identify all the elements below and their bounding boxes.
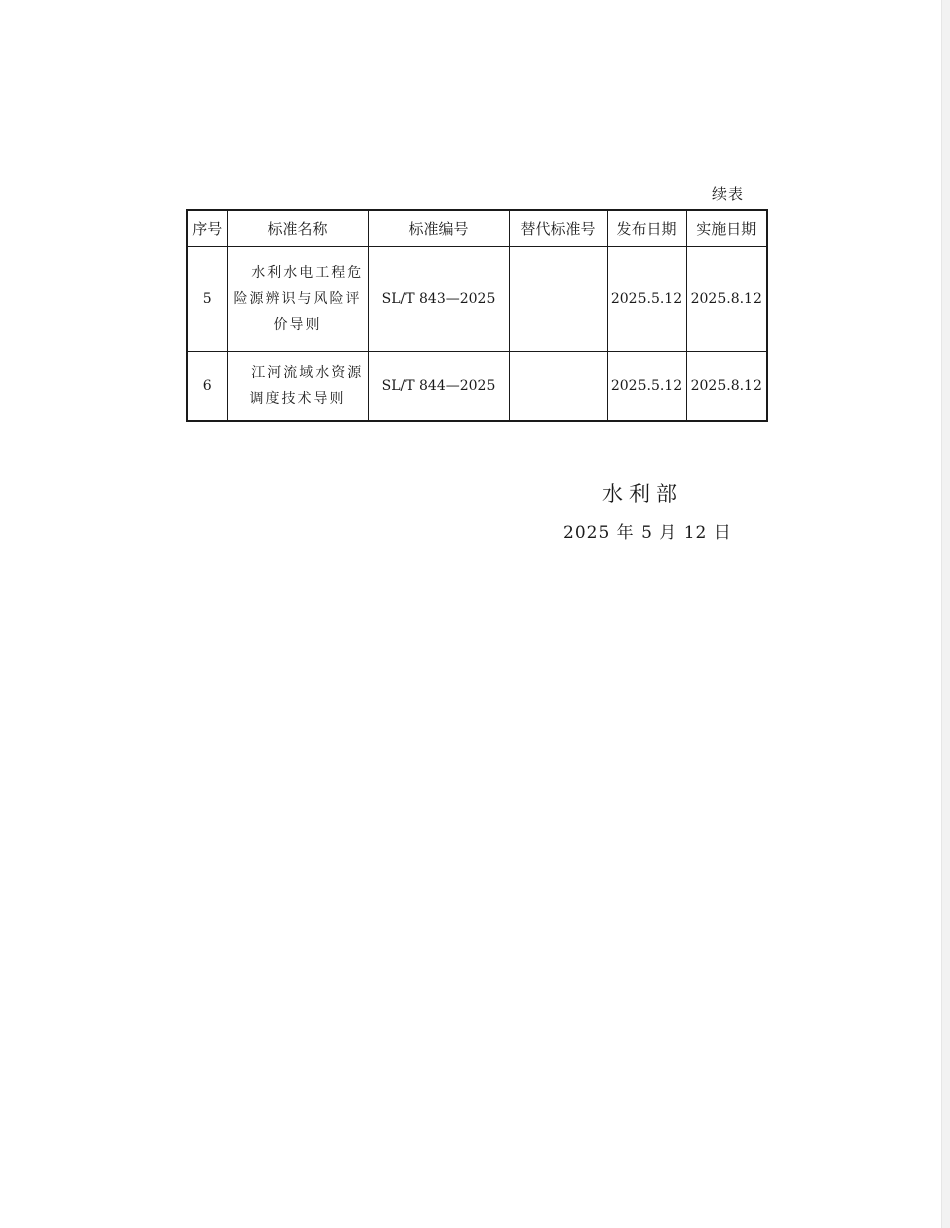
header-issue-date: 发布日期 bbox=[607, 210, 686, 247]
row-name: 水利水电工程危险源辨识与风险评价导则 bbox=[227, 247, 368, 352]
table-header-row bbox=[187, 210, 767, 247]
row-effective-date: 2025.8.12 bbox=[686, 352, 767, 422]
row-no: 6 bbox=[187, 352, 227, 422]
table-row bbox=[187, 247, 767, 352]
header-replaced: 替代标准号 bbox=[509, 210, 607, 247]
row-name: 江河流域水资源调度技术导则 bbox=[227, 352, 368, 422]
row-code: SL/T 843—2025 bbox=[368, 247, 509, 352]
header-no: 序号 bbox=[187, 210, 227, 247]
row-replaced bbox=[509, 247, 607, 352]
row-issue-date: 2025.5.12 bbox=[607, 352, 686, 422]
header-name: 标准名称 bbox=[227, 210, 368, 247]
header-effective-date: 实施日期 bbox=[686, 210, 767, 247]
table-row bbox=[187, 352, 767, 422]
row-effective-date: 2025.8.12 bbox=[686, 247, 767, 352]
row-issue-date: 2025.5.12 bbox=[607, 247, 686, 352]
continued-label: 续表 bbox=[712, 185, 745, 203]
row-no: 5 bbox=[187, 247, 227, 352]
page-edge bbox=[941, 0, 950, 1228]
row-code: SL/T 844—2025 bbox=[368, 352, 509, 422]
standards-table bbox=[186, 209, 768, 422]
issuer-name: 水利部 bbox=[602, 482, 683, 506]
header-code: 标准编号 bbox=[368, 210, 509, 247]
signature-date: 2025 年 5 月 12 日 bbox=[563, 523, 732, 543]
row-replaced bbox=[509, 352, 607, 422]
